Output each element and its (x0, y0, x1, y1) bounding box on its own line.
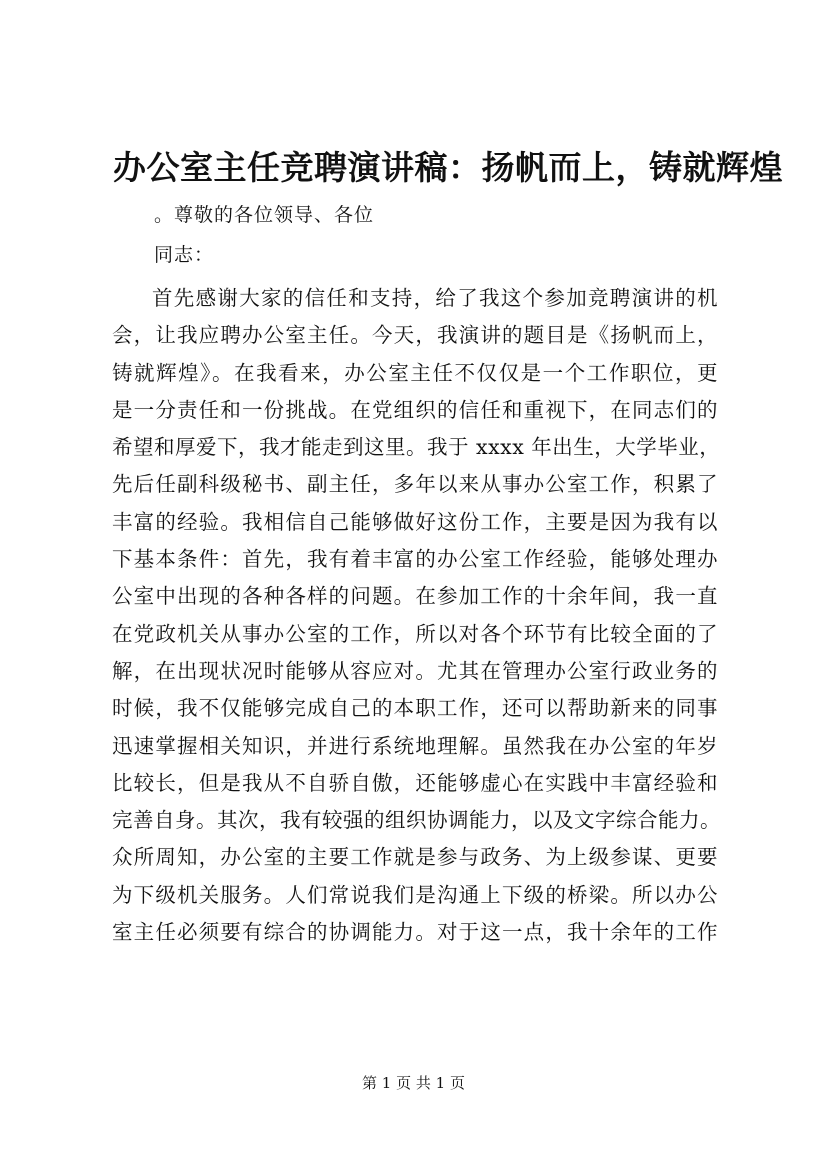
body-line: 迅速掌握相关知识，并进行系统地理解。虽然我在办公室的年岁 (112, 733, 718, 758)
body-line: 首先感谢大家的信任和支持，给了我这个参加竞聘演讲的机 (152, 286, 718, 310)
body-line: 下基本条件：首先，我有着丰富的办公室工作经验，能够处理办 (112, 547, 718, 572)
body-line: 室主任必须要有综合的协调能力。对于这一点，我十余年的工作 (112, 920, 718, 945)
body-line: 先后任副科级秘书、副主任，多年以来从事办公室工作，积累了 (112, 472, 718, 497)
body-line: 在党政机关从事办公室的工作，所以对各个环节有比较全面的了 (112, 621, 718, 646)
salutation-line: 。尊敬的各位领导、各位 (154, 204, 375, 226)
body-line: 为下级机关服务。人们常说我们是沟通上下级的桥梁。所以办公 (112, 882, 718, 907)
body-line: 希望和厚爱下，我才能走到这里。我于 xxxx 年出生，大学毕业， (112, 435, 721, 460)
body-line: 时候，我不仅能够完成自己的本职工作，还可以帮助新来的同事 (112, 696, 718, 721)
body-line: 完善自身。其次，我有较强的组织协调能力，以及文字综合能力。 (112, 808, 721, 833)
body-line: 比较长，但是我从不自骄自傲，还能够虚心在实践中丰富经验和 (112, 770, 718, 795)
page-number-footer: 第 1 页 共 1 页 (362, 1074, 465, 1092)
body-line: 解，在出现状况时能够从容应对。尤其在管理办公室行政业务的 (112, 658, 718, 683)
body-line: 是一分责任和一份挑战。在党组织的信任和重视下，在同志们的 (112, 397, 718, 422)
body-paragraph (112, 280, 721, 951)
salutation-comrades: 同志： (154, 244, 215, 266)
body-line: 丰富的经验。我相信自己能够做好这份工作，主要是因为我有以 (112, 509, 718, 534)
body-line: 铸就辉煌》。在我看来，办公室主任不仅仅是一个工作职位，更 (112, 360, 718, 385)
document-title: 办公室主任竞聘演讲稿：扬帆而上，铸就辉煌 (113, 148, 783, 187)
body-line: 众所周知，办公室的主要工作就是参与政务、为上级参谋、更要 (112, 845, 718, 870)
body-line: 公室中出现的各种各样的问题。在参加工作的十余年间，我一直 (112, 584, 718, 609)
body-line: 会，让我应聘办公室主任。今天，我演讲的题目是《扬帆而上， (112, 323, 718, 348)
